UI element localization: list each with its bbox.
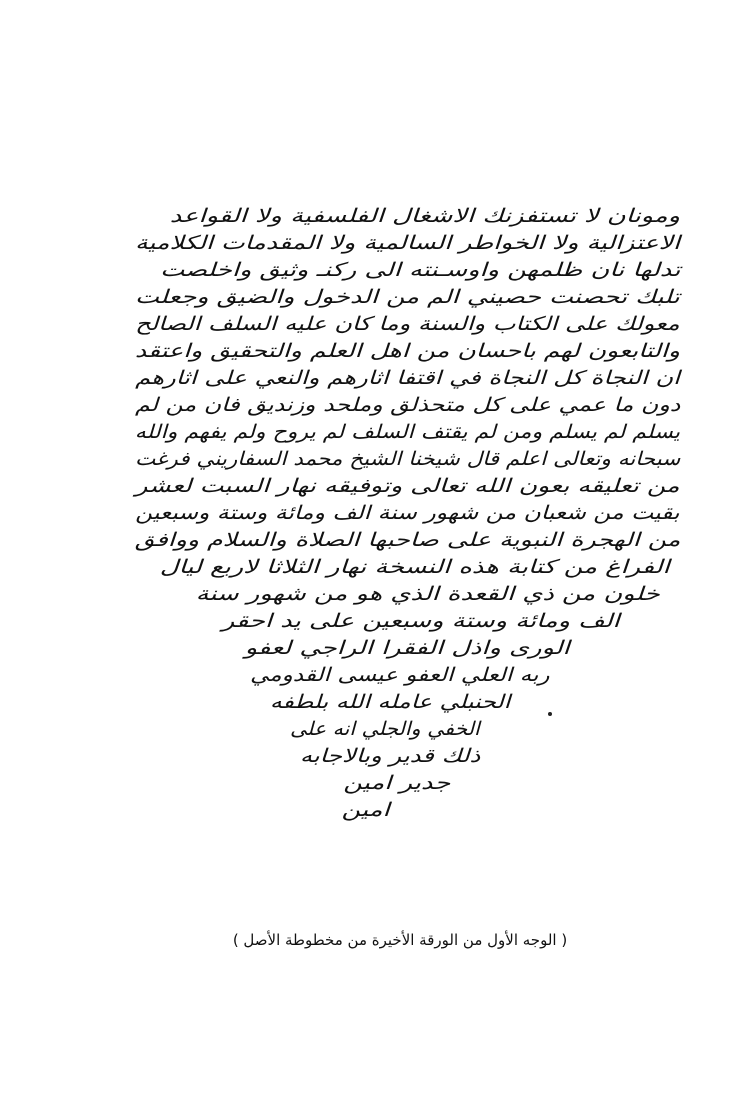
manuscript-line: يسلم لم يسلم ومن لم يقتف السلف لم يروح ولم يفهم والله [134, 421, 680, 443]
manuscript-line: الورى واذل الفقرا الراجي لعفو [245, 637, 570, 659]
manuscript-line: الف ومائة وستة وسبعين على يد احقر [222, 610, 620, 632]
manuscript-line: دون ما عمي على كل متحذلق وملحد وزنديق فان من لم [134, 394, 680, 416]
manuscript-line: من تعليقه بعون الله تعالى وتوفيقه نهار السبت لعشر [135, 475, 680, 497]
manuscript-line: الحنبلي عامله الله بلطفه [269, 691, 510, 713]
manuscript-line: الاعتزالية ولا الخواطر السالمية ولا المقدمات الكلامية [135, 232, 680, 254]
manuscript-line: امين [341, 799, 390, 821]
manuscript-line: ان النجاة كل النجاة في اقتفا اثارهم والنعي على اثارهم [135, 367, 680, 389]
manuscript-line: الفراغ من كتابة هذه النسخة نهار الثلاثا لاربع ليال [160, 556, 670, 578]
manuscript-line: والتابعون لهم باحسان من اهل العلم والتحقيق واعتقد [134, 340, 680, 362]
manuscript-line: بقيت من شعبان من شهور سنة الف ومائة وستة وسبعين [135, 502, 680, 524]
manuscript-text-block [120, 205, 680, 905]
page-caption: ( الوجه الأول من الورقة الأخيرة من مخطوطة الأصل ) [232, 931, 568, 949]
manuscript-line: تلبك تحصنت حصيني الم من الدخول والضيق وجعلت [135, 286, 680, 308]
manuscript-line: تدلها نان ظلمهن واوسـنته الى ركنـ وثيق واخلصت [159, 259, 680, 281]
manuscript-line: الخفي والجلي انه على [290, 718, 480, 740]
manuscript-line: جدير امين [343, 772, 450, 794]
manuscript-line: سبحانه وتعالى اعلم قال شيخنا الشيخ محمد السفاريني فرغت [134, 448, 680, 470]
manuscript-line: من الهجرة النبوية على صاحبها الصلاة والسلام ووافق [134, 529, 680, 551]
manuscript-line: ربه العلي العفو عيسى القدومي [250, 664, 550, 686]
ink-speck [548, 712, 552, 716]
manuscript-line: معولك على الكتاب والسنة وما كان عليه السلف الصالح [135, 313, 680, 335]
manuscript-line: ومونان لا تستفزنك الاشغال الفلسفية ولا القواعد [169, 205, 680, 227]
manuscript-line: خلون من ذي القعدة الذي هو من شهور سنة [195, 583, 660, 605]
manuscript-line: ذلك قدير وبالاجابه [299, 745, 480, 767]
